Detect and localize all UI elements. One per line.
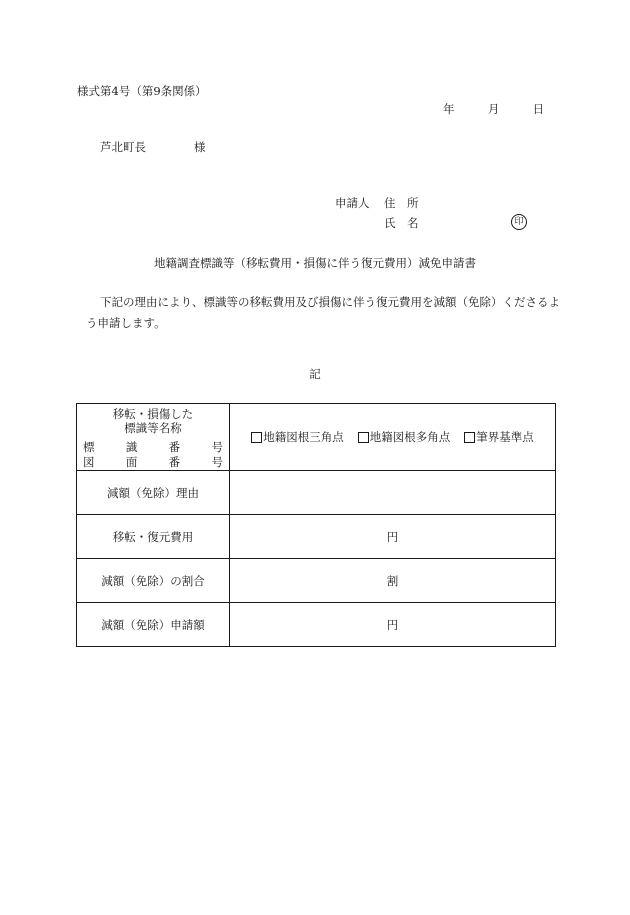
addressee [100, 142, 206, 154]
char: 識 [125, 440, 138, 454]
amount-value[interactable]: 円 [230, 603, 556, 647]
addressee-name: 芦北町長 [100, 140, 146, 154]
checkbox-icon[interactable] [251, 432, 262, 443]
option-traverse-point[interactable] [358, 429, 451, 445]
checkbox-icon[interactable] [358, 432, 369, 443]
reason-value[interactable] [230, 471, 556, 515]
marker-options-cell [230, 404, 556, 471]
option-triangulation-point[interactable] [251, 429, 344, 445]
name-label: 氏 名 [384, 216, 419, 230]
ki-heading: 記 [309, 367, 321, 381]
seal-mark: 印 [511, 214, 527, 230]
option-label: 地籍図根三角点 [263, 430, 344, 444]
char: 号 [211, 440, 223, 454]
applicant-label: 申請人 [335, 196, 370, 210]
cost-label: 移転・復元費用 [77, 515, 230, 559]
table-row [77, 404, 556, 471]
option-boundary-reference-point[interactable] [464, 429, 534, 445]
map-number-label [83, 457, 223, 469]
cost-value[interactable]: 円 [230, 515, 556, 559]
application-table [76, 403, 556, 647]
table-row [77, 515, 556, 559]
date-line [443, 104, 544, 116]
amount-label: 減額（免除）申請額 [77, 603, 230, 647]
option-label: 筆界基準点 [476, 430, 534, 444]
body-text: 下記の理由により、標識等の移転費用及び損傷に伴う復元費用を減額（免除）くださるよう申請します。 [86, 295, 560, 330]
marker-label-line1: 移転・損傷した [112, 407, 194, 421]
date-month: 月 [487, 102, 500, 116]
addressee-honorific: 様 [194, 140, 206, 154]
table-row [77, 603, 556, 647]
date-day: 日 [532, 102, 545, 116]
table-row [77, 471, 556, 515]
form-number: 様式第4号（第9条関係） [77, 84, 207, 98]
marker-options [230, 429, 555, 445]
ratio-value[interactable]: 割 [230, 559, 556, 603]
char: 面 [125, 455, 138, 469]
char: 図 [83, 455, 95, 469]
checkbox-icon[interactable] [464, 432, 475, 443]
marker-name-label-cell [77, 404, 230, 471]
char: 標 [83, 440, 95, 454]
char: 番 [168, 440, 181, 454]
char: 号 [211, 455, 223, 469]
char: 番 [168, 455, 181, 469]
marker-label-line2: 標識等名称 [124, 421, 182, 435]
ratio-label: 減額（免除）の割合 [77, 559, 230, 603]
table-row [77, 559, 556, 603]
marker-number-label [83, 442, 223, 454]
reason-label: 減額（免除）理由 [77, 471, 230, 515]
date-year: 年 [443, 102, 455, 116]
document-title: 地籍調査標識等（移転費用・損傷に伴う復元費用）減免申請書 [154, 256, 476, 270]
address-label: 住 所 [384, 196, 419, 210]
option-label: 地籍図根多角点 [369, 430, 451, 444]
